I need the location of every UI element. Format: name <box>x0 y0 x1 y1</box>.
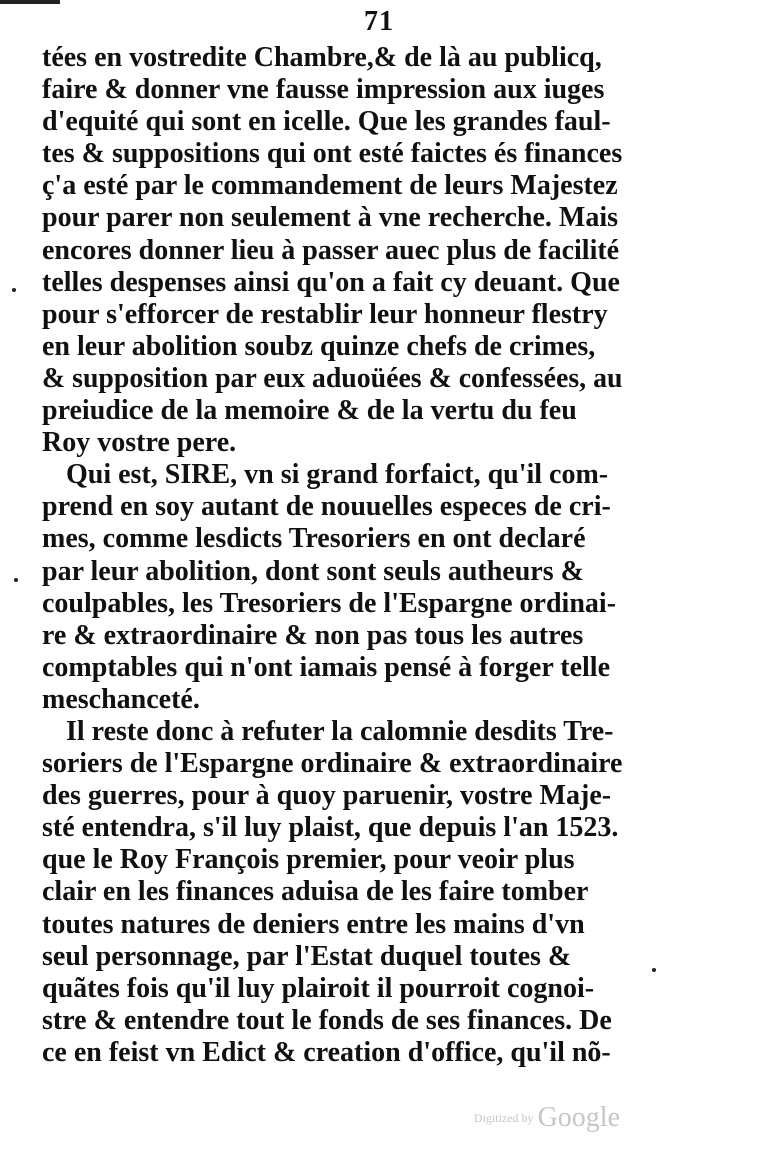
text-line: soriers de l'Espargne ordinaire & extraordinaire <box>42 748 623 780</box>
text-line: toutes natures de deniers entre les mains d'vn <box>42 908 585 940</box>
text-line: d'equité qui sont en icelle. Que les grandes faul- <box>42 106 611 138</box>
page-number: 71 <box>364 6 394 37</box>
text-line: Roy vostre pere. <box>42 427 237 459</box>
text-line: stre & entendre tout le fonds de ses finances. De <box>42 1004 612 1036</box>
text-line: quãtes fois qu'il luy plairoit il pourroit cognoi- <box>42 972 595 1004</box>
text-line: coulpables, les Tresoriers de l'Espargne ordinai- <box>42 587 617 619</box>
text-line: ç'a esté par le commandement de leurs Majestez <box>42 170 618 202</box>
text-line: en leur abolition soubz quinze chefs de crimes, <box>42 330 596 362</box>
margin-speck <box>12 288 16 292</box>
text-line: Il reste donc à refuter la calomnie desdits Tre- <box>66 715 614 747</box>
text-line: sté entendra, s'il luy plaist, que depuis l'an 1523. <box>42 812 619 844</box>
text-line: clair en les finances aduisa de les faire tomber <box>42 876 589 908</box>
text-line: tes & suppositions qui ont esté faictes és finances <box>42 138 623 170</box>
text-line: re & extraordinaire & non pas tous les autres <box>42 619 584 651</box>
margin-speck <box>14 578 18 582</box>
text-line: comptables qui n'ont iamais pensé à forger telle <box>42 651 611 683</box>
text-line: des guerres, pour à quoy paruenir, vostre Maje- <box>42 780 612 812</box>
text-line: Qui est, SIRE, vn si grand forfaict, qu'il com- <box>66 459 609 491</box>
text-line: ce en feist vn Edict & creation d'office, qu'il nõ- <box>42 1036 611 1068</box>
text-line: encores donner lieu à passer auec plus de facilité <box>42 234 620 266</box>
body-text <box>42 42 622 1069</box>
text-line: pour parer non seulement à vne recherche. Mais <box>42 202 619 234</box>
text-line: seul personnage, par l'Estat duquel toutes & <box>42 940 572 972</box>
text-line: telles despenses ainsi qu'on a fait cy deuant. Que <box>42 266 620 298</box>
text-line: tées en vostredite Chambre,& de là au publicq, <box>42 42 602 73</box>
text-line: par leur abolition, dont sont seuls autheurs & <box>42 555 584 587</box>
scan-edge-mark <box>0 0 60 4</box>
digitized-by-google-watermark <box>474 1102 620 1134</box>
watermark-prefix: Digitized by <box>473 1110 534 1125</box>
text-line: & supposition par eux aduoüées & confessées, au <box>42 362 623 394</box>
text-line: preiudice de la memoire & de la vertu du feu <box>42 395 577 427</box>
margin-speck <box>652 968 656 972</box>
text-line: mes, comme lesdicts Tresoriers en ont declaré <box>42 523 586 555</box>
text-line: prend en soy autant de nouuelles especes de cri- <box>42 491 611 523</box>
text-line: que le Roy François premier, pour veoir plus <box>42 844 575 876</box>
text-line: pour s'efforcer de restablir leur honneur flestry <box>42 298 608 330</box>
text-line: meschanceté. <box>42 683 200 715</box>
watermark-brand: Google <box>537 1102 620 1133</box>
text-line: faire & donner vne fausse impression aux iuges <box>42 74 605 106</box>
